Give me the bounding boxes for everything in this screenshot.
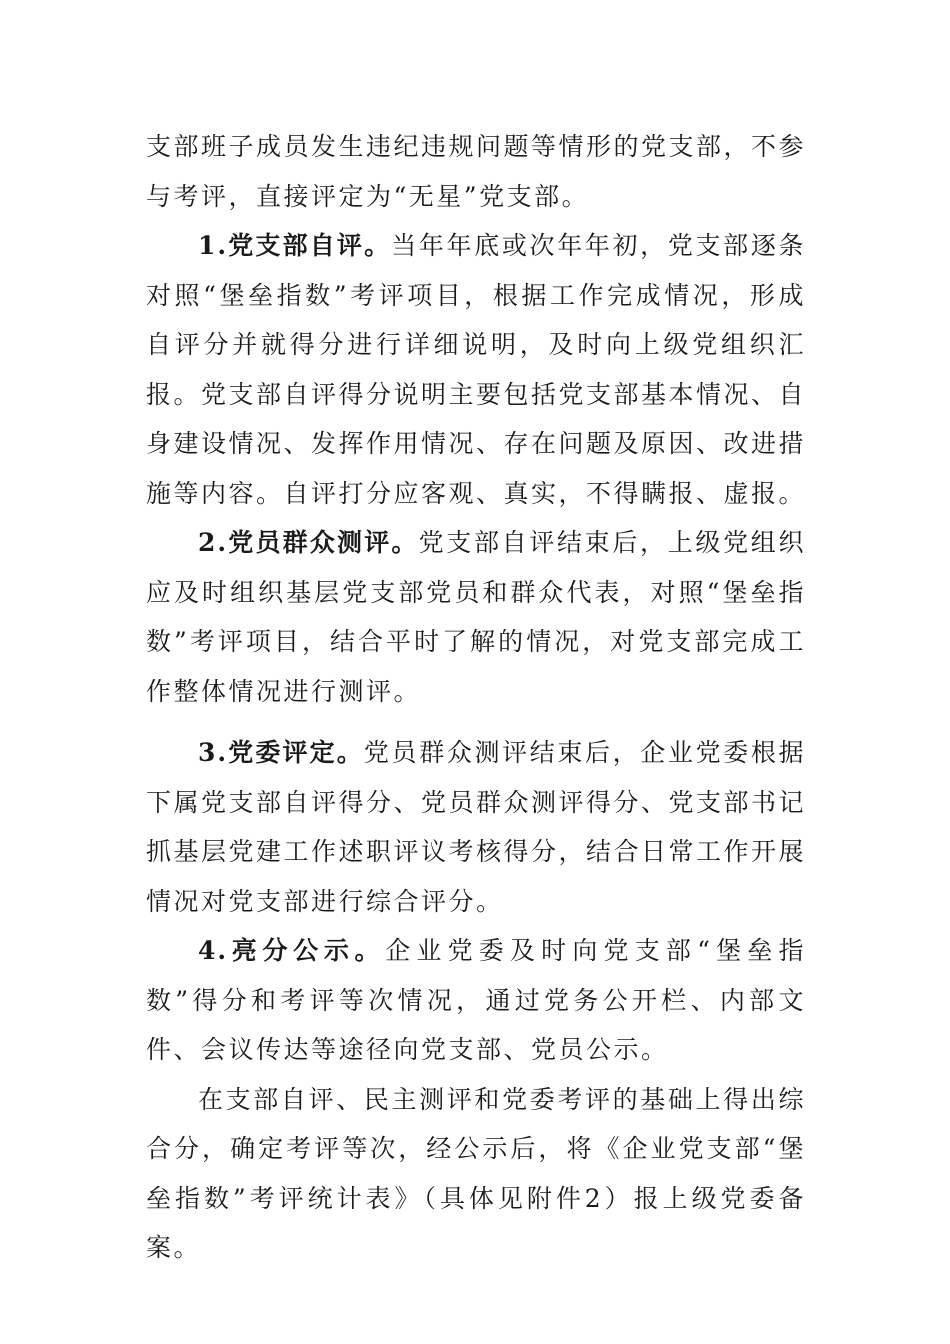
- paragraph-text: 当年年底或次年年初，党支部逐条对照“堡垒指数”考评项目，根据工作完成情况，形成自评分并就得分进行详细说明，及时向上级党组织汇报。党支部自评得分说明主要包括党支部基本情况、自身建设情况、发挥作用情况、存在问题及原因、改进措施等内容。自评打分应客观、真实，不得瞒报、虚报。: [146, 231, 807, 508]
- section-heading-publicity: 4.亮分公示。: [198, 936, 386, 965]
- paragraph-text: 党支部自评结束后，上级党组织应及时组织基层党支部党员和群众代表，对照“堡垒指数”考评项目，结合平时了解的情况，对党支部完成工作整体情况进行测评。: [146, 528, 806, 706]
- document-body: [146, 122, 806, 1273]
- paragraph-conclusion: [146, 1075, 806, 1273]
- paragraph-intro: [146, 122, 806, 221]
- paragraph-text: 企业党委及时向党支部“堡垒指数”得分和考评等次情况，通过党务公开栏、内部文件、会议传达等途径向党支部、党员公示。: [146, 936, 806, 1064]
- paragraph-text: 支部班子成员发生违纪违规问题等情形的党支部，不参与考评，直接评定为“无星”党支部。: [146, 132, 807, 211]
- paragraph-self-evaluation: [146, 221, 806, 518]
- paragraph-member-evaluation: [146, 518, 806, 716]
- paragraph-committee-assessment: [146, 728, 806, 926]
- paragraph-publicity: [146, 926, 806, 1075]
- section-heading-member-evaluation: 2.党员群众测评。: [198, 528, 419, 557]
- paragraph-text: 在支部自评、民主测评和党委考评的基础上得出综合分，确定考评等次，经公示后，将《企业党支部“堡垒指数”考评统计表》（具体见附件2）报上级党委备案。: [146, 1084, 806, 1262]
- section-heading-self-evaluation: 1.党支部自评。: [198, 231, 392, 260]
- paragraph-text: 党员群众测评结束后，企业党委根据下属党支部自评得分、党员群众测评得分、党支部书记抓基层党建工作述职评议考核得分，结合日常工作开展情况对党支部进行综合评分。: [146, 738, 807, 916]
- section-heading-committee-assessment: 3.党委评定。: [198, 738, 364, 767]
